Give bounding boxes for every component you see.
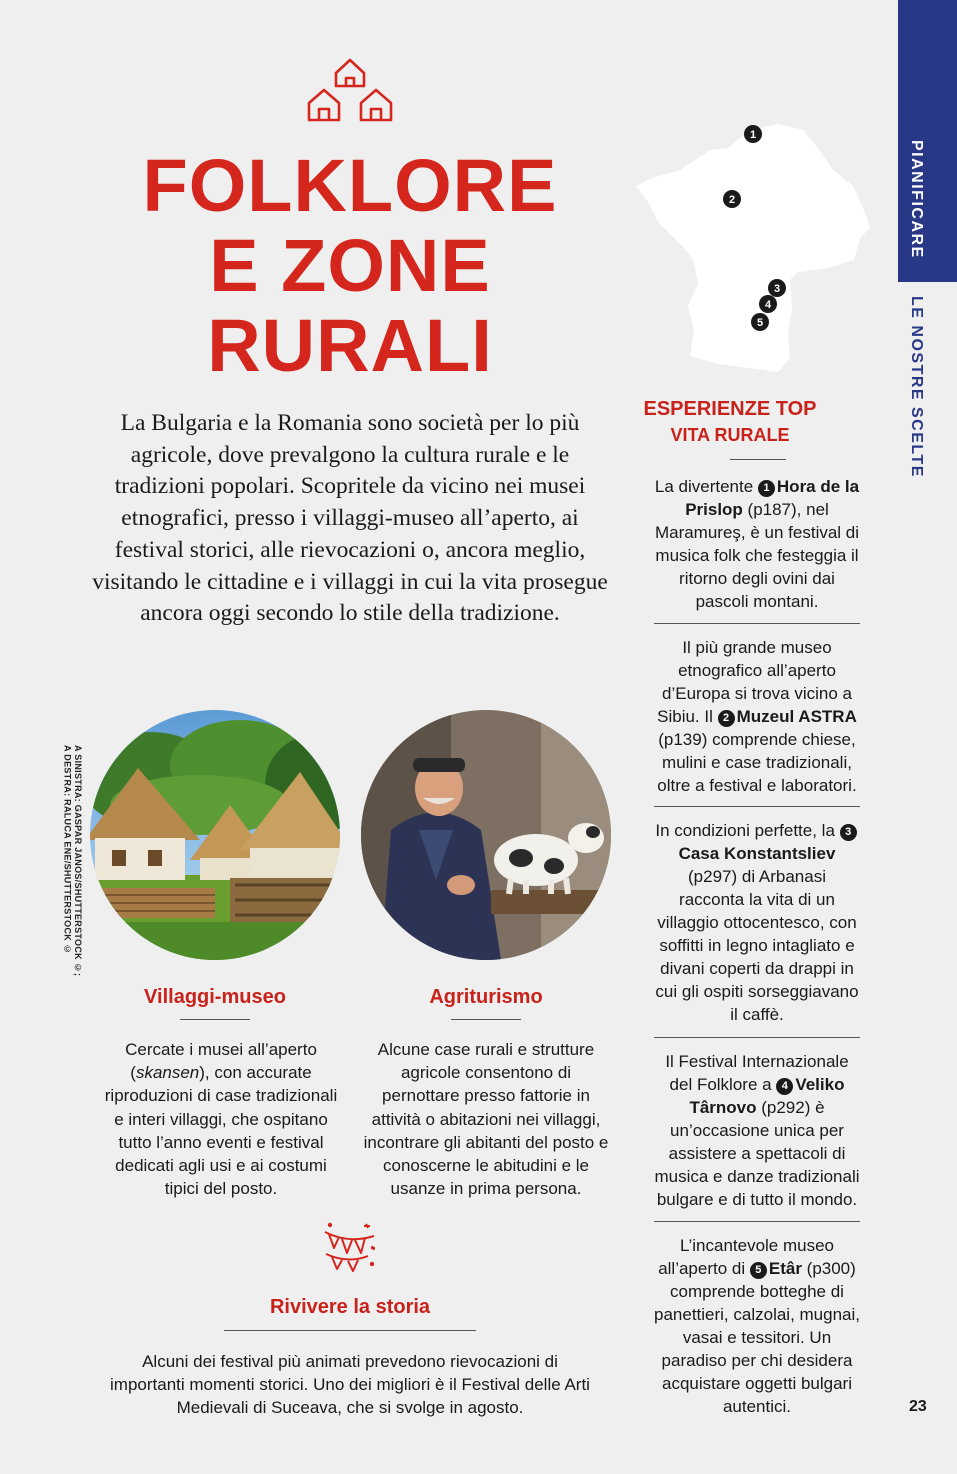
experience-separator [654, 806, 860, 807]
experience-number-badge: 3 [840, 824, 857, 841]
subsection-tab-label: LE NOSTRE SCELTE [908, 296, 925, 478]
feature-text-part: ), con accurate riproduzioni di case tradizionali e interi villaggi, che ospitano tutto l’anno eventi e festival dedicati agli usi e ai costumi tipici del posto. [104, 1063, 338, 1199]
experience-text: In condizioni perfette, la [655, 821, 840, 840]
map-marker-label: 1 [749, 129, 757, 141]
experience-text: Il Festival Internazionale del Folklore a [665, 1052, 849, 1094]
title-line: FOLKLORE [142, 144, 558, 227]
experience-separator [654, 1221, 860, 1222]
feature-text: Alcune case rurali e strutture agricole consentono di pernottare presso fattorie in attività o abitazioni nei villaggi, incontrare gli abitanti del posto e conoscerne le abitudini e le usanze in prima persona. [363, 1040, 609, 1199]
experience-place-name: Etâr [768, 1259, 802, 1278]
experience-text: L’incantevole museo all’aperto di [658, 1236, 835, 1278]
experience-text: (p292) è un’occasione unica per assistere a spettacoli di musica e danze tradizionali bulgare e di tutto il mondo. [654, 1098, 860, 1209]
photo-credit-line: A SINISTRA: GASPAR JANOS/SHUTTERSTOCK ©; [73, 745, 83, 977]
feature-text [98, 1038, 344, 1200]
experience-text: (p187), nel Maramureş, è un festival di musica folk che festeggia il ritorno degli ovini dai pascoli montani. [654, 500, 860, 611]
feature-title: Rivivere la storia [269, 1296, 431, 1318]
map-marker [759, 295, 777, 313]
experiences-subtitle: VITA RURALE [670, 425, 790, 445]
houses-icon [306, 53, 394, 125]
map-marker [768, 279, 786, 297]
experience-text: Il più grande museo etnografico all’aperto d’Europa si trova vicino a Sibiu. Il [657, 638, 852, 726]
page-number: 23 [909, 1398, 927, 1415]
feature-title: Villaggi-museo [144, 986, 286, 1008]
title-line: RURALI [207, 304, 493, 387]
feature-divider [180, 1019, 250, 1020]
map-marker-label: 4 [764, 299, 772, 311]
experience-place-name: Hora de la Prislop [685, 477, 860, 519]
bunting-icon [322, 1220, 378, 1272]
experiences-heading [640, 396, 820, 448]
experience-separator [654, 623, 860, 624]
experience-place-name: Casa Konstantsliev [678, 844, 836, 863]
experience-text: (p139) comprende chiese, mulini e case tradizionali, oltre a festival e laboratori. [657, 730, 857, 795]
experience-item [654, 475, 860, 613]
feature-divider [224, 1330, 476, 1331]
map [628, 110, 878, 382]
map-marker-label: 5 [756, 317, 764, 329]
experiences-title: ESPERIENZE TOP [643, 398, 817, 420]
section-tab-label: PIANIFICARE [908, 140, 925, 259]
experience-separator [654, 1037, 860, 1038]
feature-title: Agriturismo [429, 986, 543, 1008]
village-museum-photo [90, 710, 340, 960]
map-marker-label: 3 [773, 283, 781, 295]
intro-paragraph: La Bulgaria e la Romania sono società per lo più agricole, dove prevalgono la cultura rurale e le tradizioni popolari. Scopritele da vicino nei musei etnografici, presso i villaggi-museo all’aperto, ai festival storici, alle rievocazioni o, ancora meglio, visitando le cittadine e i villaggi in cui la vita prosegue ancora oggi secondo lo stile della tradizione. [92, 410, 608, 627]
experience-item [654, 819, 860, 1026]
experience-place-name: Muzeul ASTRA [736, 707, 857, 726]
experience-place-name: Veliko Târnovo [689, 1075, 845, 1117]
experience-item [654, 1234, 860, 1418]
page-title [90, 146, 610, 386]
experience-number-badge: 2 [718, 710, 735, 727]
map-marker [751, 313, 769, 331]
photo-credit-line: A DESTRA: RALUCA ENE/SHUTTERSTOCK © [62, 745, 73, 955]
map-marker [744, 125, 762, 143]
feature-text: Alcuni dei festival più animati prevedono rievocazioni di importanti momenti storici. Uno dei migliori è il Festival delle Arti Medievali di Suceava, che si svolge in agosto. [110, 1352, 590, 1418]
experience-item [654, 1050, 860, 1211]
farmer-with-lamb-photo [361, 710, 611, 960]
experiences-divider [730, 459, 786, 460]
experience-number-badge: 5 [750, 1262, 767, 1279]
map-marker-label: 2 [728, 194, 736, 206]
title-line: E ZONE [209, 224, 491, 307]
experience-item [654, 636, 860, 797]
feature-divider [451, 1019, 521, 1020]
feature-text-part: Cercate i musei all’aperto ( [125, 1040, 317, 1083]
experience-text: La divertente [654, 477, 758, 496]
experience-text: (p300) comprende botteghe di panettieri, calzolai, mugnai, vasai e tessitori. Un paradiso per chi desidera acquistare oggetti bulgari autentici. [654, 1259, 861, 1416]
photo-credit [62, 745, 83, 976]
map-marker [723, 190, 741, 208]
feature-text-italic: skansen [135, 1063, 200, 1083]
map-outline [636, 124, 870, 372]
experience-text: (p297) di Arbanasi racconta la vita di un villaggio ottocentesco, con soffitti in legno intagliato e divani coperti da drappi in cui gli ospiti sorseggiavano il caffè. [655, 867, 859, 1024]
experience-number-badge: 4 [776, 1078, 793, 1095]
experience-number-badge: 1 [758, 480, 775, 497]
